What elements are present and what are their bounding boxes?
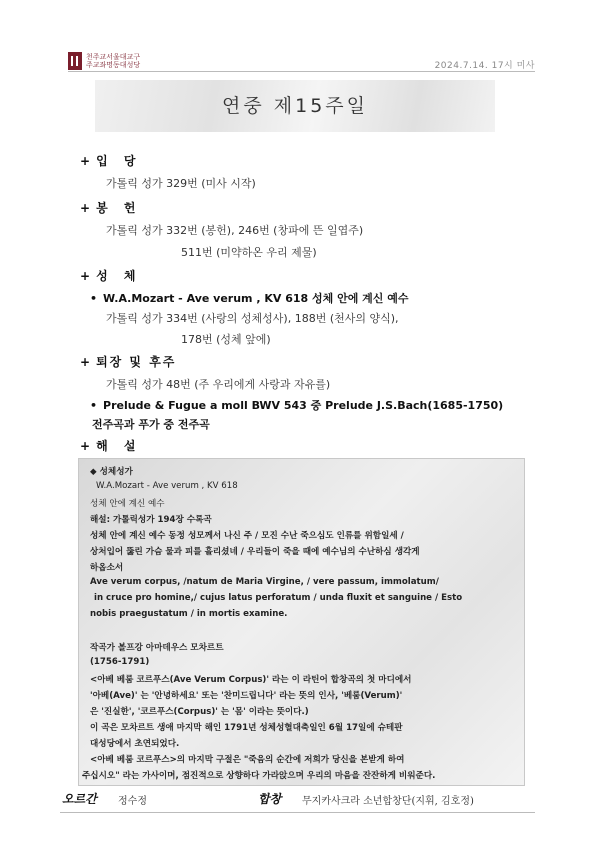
section-commentary-label: 해 설 [96, 439, 142, 453]
section-offertory-label: 봉 헌 [96, 201, 142, 215]
section-recessional-label: 퇴장 및 후주 [96, 355, 177, 369]
logo [68, 52, 140, 70]
title-banner [95, 80, 495, 132]
section-communion-label: 성 체 [96, 269, 142, 283]
commentary-line: W.A.Mozart - Ave verum , KV 618 [96, 481, 238, 491]
commentary-line: 해설: 가톨릭성가 194장 수록곡 [90, 515, 212, 525]
commentary-line: 상처입어 뚫린 가슴 물과 피를 흘리셨네 / 우리들이 죽을 때에 예수님의 수난하심 생각게 [90, 547, 420, 557]
commentary-line: in cruce pro homine,/ cujus latus perforatum / unda fluxit et sanguine / Esto [94, 593, 463, 603]
plus-icon: + [80, 154, 91, 168]
logo-line-2: 주교좌명동대성당 [86, 61, 141, 69]
footer-divider [60, 812, 535, 813]
logo-line-1: 천주교서울대교구 [86, 53, 141, 61]
plus-icon: + [80, 439, 91, 453]
commentary-line: 하옵소서 [90, 563, 124, 573]
choir-name: 무지카사크라 소년합창단(지휘, 김호정) [302, 796, 474, 807]
commentary-line: 작곡가 볼프강 아마데우스 모차르트 [90, 643, 224, 653]
section-recessional-heading [80, 353, 176, 370]
plus-icon: + [80, 201, 91, 215]
section-entrance-heading [80, 152, 141, 169]
commentary-line: Ave verum corpus, /natum de Maria Virgine, / vere passum, immolatum/ [90, 577, 439, 587]
organ-player: 정수정 [118, 796, 147, 807]
mass-date: 2024.7.14. 17시 미사 [434, 61, 535, 71]
communion-hymn-2: 178번 (성체 앞에) [181, 333, 271, 346]
commentary-line: <아베 베룸 코르푸스>의 마지막 구절은 "죽음의 순간에 저희가 당신을 본받게 하여 [90, 755, 405, 765]
commentary-line: nobis praegustatum / in mortis examine. [90, 609, 288, 619]
commentary-line: 주십시오" 라는 가사이며, 점진적으로 상향하다 가라앉으며 우리의 마음을 잔잔하게 비워준다. [82, 771, 436, 781]
communion-piece: • W.A.Mozart - Ave verum , KV 618 성체 안에 계신 예수 [90, 290, 409, 306]
postlude-piece-korean: 전주곡과 푸가 중 전주곡 [92, 418, 210, 431]
section-offertory-heading [80, 199, 141, 216]
section-entrance-label: 입 당 [96, 154, 142, 168]
page-title: 연중 제15주일 [222, 95, 368, 117]
commentary-line: 이 곡은 모차르트 생애 마지막 해인 1791년 성체성혈대축일인 6월 17일에 슈테판 [90, 723, 403, 733]
commentary-line: ◆ 성체성가 [90, 467, 133, 477]
logo-text [86, 53, 140, 69]
commentary-line: 성체 안에 계신 예수 동정 성모께서 나신 주 / 모진 수난 죽으심도 인류를 위함일세 / [90, 531, 404, 541]
entrance-hymn: 가톨릭 성가 329번 (미사 시작) [106, 177, 256, 190]
commentary-line: 대성당에서 초연되었다. [90, 739, 180, 749]
commentary-line: 성체 안에 계신 예수 [90, 499, 165, 509]
commentary-line: <아베 베룸 코르푸스(Ave Verum Corpus)' 라는 이 라틴어 합창곡의 첫 마디에서 [90, 675, 412, 685]
recessional-hymn: 가톨릭 성가 48번 (주 우리에게 사랑과 자유를) [106, 378, 331, 391]
commentary-line: '아베(Ave)' 는 '안녕하세요' 또는 '찬미드립니다' 라는 뜻의 인사, '베룸(Verum)' [90, 691, 403, 701]
communion-hymn-1: 가톨릭 성가 334번 (사랑의 성체성사), 188번 (천사의 양식), [106, 312, 399, 325]
plus-icon: + [80, 355, 91, 369]
cathedral-logo-icon [68, 52, 82, 70]
section-commentary-heading [80, 437, 141, 454]
postlude-piece: • Prelude & Fugue a moll BWV 543 중 Prelude J.S.Bach(1685-1750) [90, 397, 503, 413]
plus-icon: + [80, 269, 91, 283]
commentary-line: (1756-1791) [90, 657, 150, 667]
organ-label: 오르간 [62, 792, 97, 806]
commentary-line: 은 '진실한', '코르푸스(Corpus)' 는 '몸' 이라는 뜻이다.) [90, 707, 309, 717]
choir-label: 합창 [258, 792, 282, 806]
header-divider [68, 71, 535, 72]
section-communion-heading [80, 267, 141, 284]
offertory-hymn-1: 가톨릭 성가 332번 (봉헌), 246번 (창파에 뜬 일엽주) [106, 224, 364, 237]
offertory-hymn-2: 511번 (미약하온 우리 제물) [181, 246, 317, 259]
